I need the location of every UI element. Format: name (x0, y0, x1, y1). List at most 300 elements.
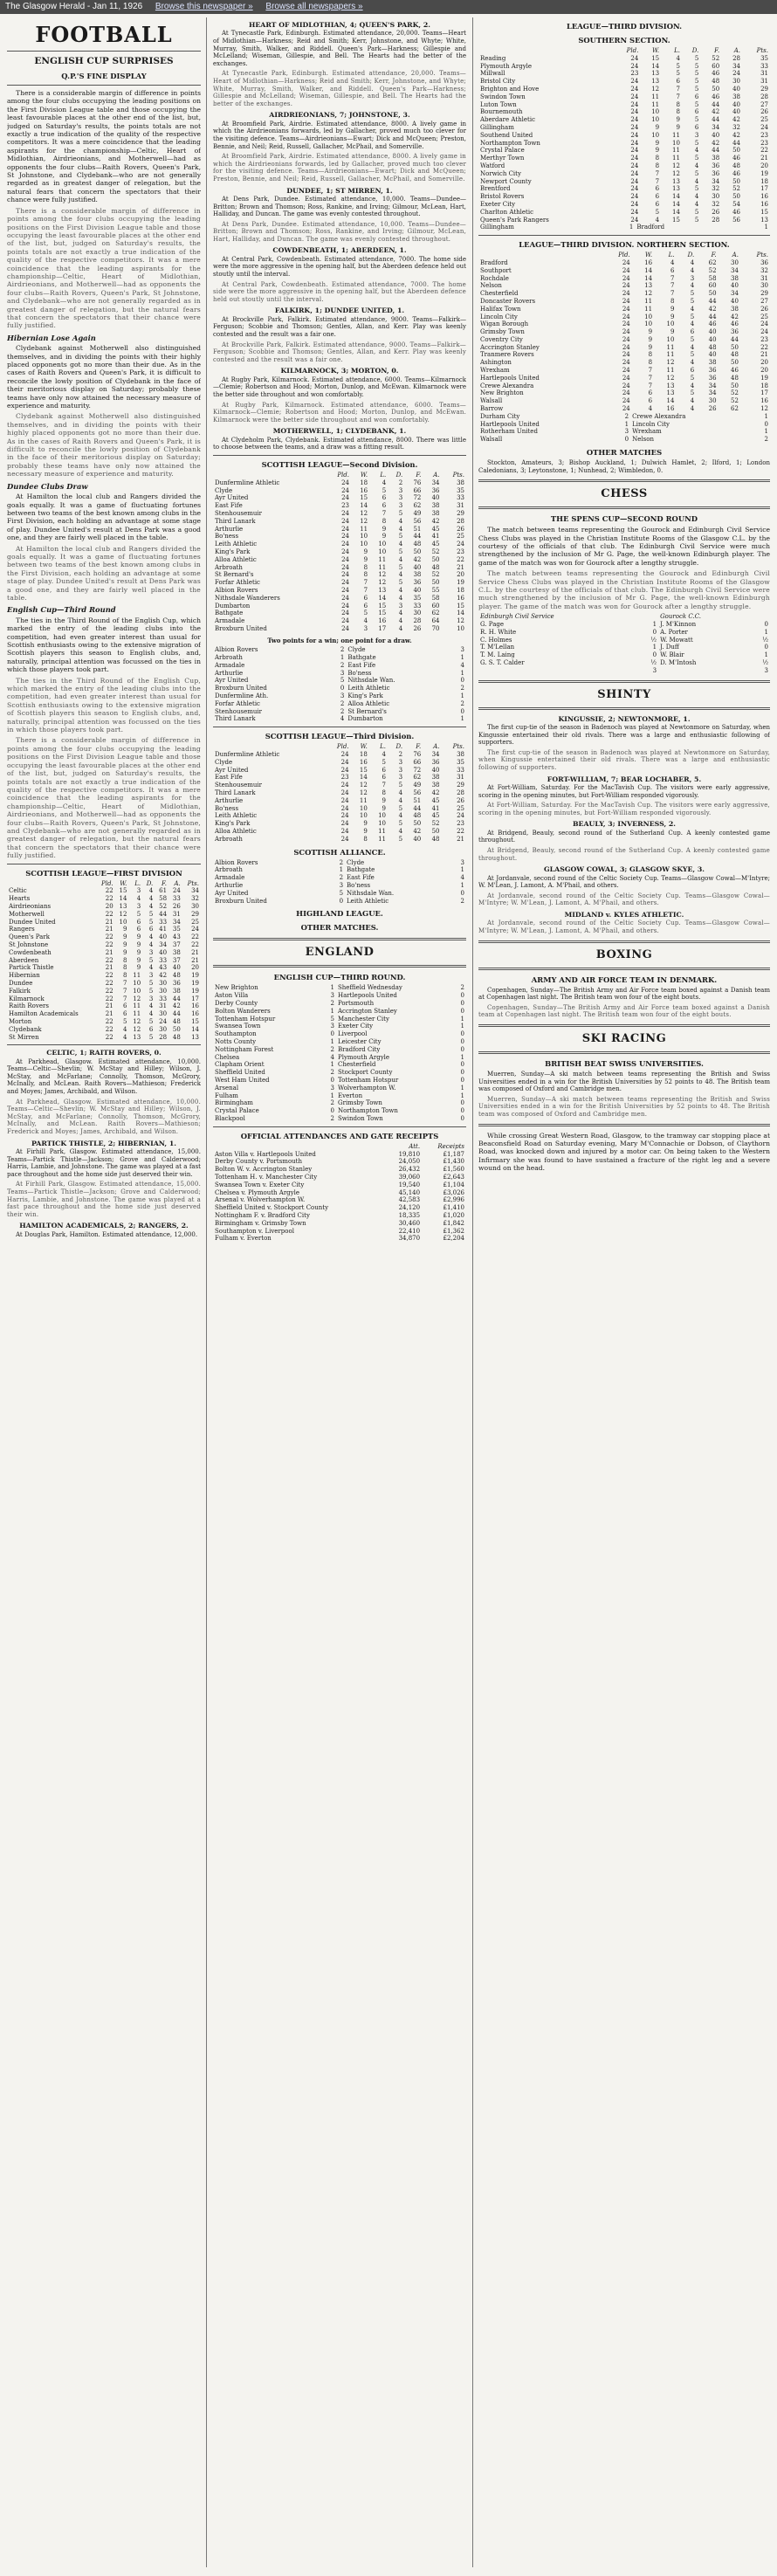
table-cell: 40 (172, 964, 181, 972)
table-cell: Wrexham (632, 428, 662, 436)
table-cell: 22 (105, 1033, 113, 1041)
table-cell: New Brighton (480, 389, 524, 397)
table-cell: 22 (191, 940, 199, 948)
table-cell: Hearts (9, 895, 31, 903)
table-cell: Bo'ness (215, 533, 239, 541)
table-row (478, 659, 770, 667)
table-row (478, 78, 770, 86)
match-report: At Bridgend, Beauly, second round of the Sutherland Cup. A keenly contested game throughout. (478, 829, 770, 844)
table-cell: 21 (105, 1002, 113, 1010)
table-cell: 24 (760, 320, 768, 328)
chess-banner: CHESS (601, 487, 648, 501)
table-cell: 40 (431, 766, 440, 774)
table-cell: 18 (457, 586, 464, 594)
table-cell: 46 (712, 70, 720, 78)
table-cell: 30 (413, 610, 422, 617)
table-cell: Bradford (480, 258, 508, 266)
table-cell: 5 (694, 100, 699, 108)
table-cell: 30 (191, 902, 199, 910)
table-cell: 6 (148, 1025, 154, 1033)
table-cell: 4 (690, 305, 695, 313)
table-cell: 48 (172, 972, 181, 980)
match-report: At Parkhead, Glasgow. Estimated attendance, 10,000. Teams—Celtic—Shevlin; W. McStay and Hilley; Wilson, J. McStay, and McFarlane; Connolly, Thomson, McGrory, McInally, and McLean. Raith Rovers—Mathieson; Frederick and Moyes; James, Archibald, and Wilson. (7, 1057, 201, 1096)
table-cell: 1 (460, 1092, 464, 1099)
table-cell: 5 (122, 1017, 127, 1025)
table-cell: Arbroath (215, 563, 243, 571)
table-cell: 24 (341, 555, 349, 563)
table-cell: 6 (136, 918, 141, 926)
table-row (213, 984, 466, 992)
table-cell: 22,410 (398, 1227, 421, 1235)
table-cell: Wrexham (480, 367, 510, 375)
table-cell: Rotherham United (480, 428, 538, 436)
table-cell: 24 (341, 602, 349, 610)
table-row (213, 890, 466, 898)
table-cell: 9 (655, 147, 660, 155)
table-row (213, 1107, 466, 1115)
table-cell: 5 (398, 579, 403, 587)
table-cell: Aston Villa (215, 992, 249, 1000)
table-cell: 6 (363, 602, 368, 610)
table-cell: 5 (694, 169, 699, 177)
table-cell: 8 (122, 964, 127, 972)
table-row (213, 767, 466, 775)
table-cell: 9 (363, 828, 368, 836)
table-cell: 1 (460, 1084, 464, 1092)
table-cell: 8 (363, 563, 368, 571)
table-cell: 7 (122, 979, 127, 987)
table-cell: 6 (694, 123, 699, 131)
table-cell: 4 (148, 1010, 154, 1018)
table-cell: 24,050 (398, 1158, 421, 1166)
table-cell: Bolton W. v. Accrington Stanley (215, 1166, 313, 1174)
match-heading: HAMILTON ACADEMICALS, 2; RANGERS, 2. (19, 1222, 189, 1230)
table-cell: 44 (732, 139, 740, 147)
table-cell: 36 (413, 579, 422, 587)
table-cell: 16 (359, 758, 368, 766)
table-cell: 32 (191, 895, 199, 903)
table-cell: 10 (378, 541, 387, 548)
table-row (213, 662, 466, 670)
table-cell: 30 (159, 987, 168, 995)
table-row (213, 751, 466, 759)
table-cell: 4 (690, 405, 695, 413)
table-cell: 19 (760, 169, 768, 177)
table-row (213, 502, 466, 510)
table-cell: 15 (760, 208, 768, 216)
column-header: L. (380, 471, 387, 479)
table-row (478, 413, 770, 421)
table-cell: 3 (460, 858, 464, 866)
table-cell: 4 (382, 751, 387, 759)
table-cell: 1 (764, 628, 768, 636)
table-cell: 46 (732, 169, 740, 177)
table-cell: 5 (694, 54, 699, 62)
browse-newspaper-link[interactable]: Browse this newspaper » (155, 2, 253, 11)
table-cell: 62 (413, 774, 422, 782)
table-row (478, 185, 770, 193)
table-row (478, 375, 770, 382)
table-cell: 33 (159, 995, 168, 1002)
table-cell: 0 (339, 897, 344, 905)
table-cell: 34 (708, 389, 717, 397)
table-cell: Bournemouth (480, 108, 523, 116)
table-cell: 11 (666, 343, 675, 351)
match-report: At Central Park, Cowdenbeath. Estimated attendance, 7000. The home side were the more aggressive in the opening half, but the Aberdeen defence held out stoutly until the interval. (213, 280, 466, 303)
table-row (213, 494, 466, 502)
table-cell: Coventry City (480, 335, 523, 343)
table-cell: 4 (136, 895, 141, 903)
browse-all-link[interactable]: Browse all newspapers » (265, 2, 363, 11)
table-cell: 38 (172, 987, 181, 995)
table-cell: 4 (694, 177, 699, 185)
table-cell: 0 (460, 1007, 464, 1015)
table-cell: 50 (732, 193, 740, 201)
table-cell: 50 (431, 579, 440, 587)
table-cell: 4 (148, 964, 154, 972)
table-cell: Bristol City (480, 78, 516, 86)
match-report: At Tynecastle Park, Edinburgh. Estimated attendance, 20,000. Teams—Heart of Midlothian—Harkness; Reid and Smith; Kerr, Johnstone, and Whyte; White, Murray, Smith, Walker, and Riddell. Queen's Park—Harkness; Gillespie and McLelland; Wiseman, Gillespie, and Bell. The Hearts had the better of the exchanges. (213, 70, 466, 107)
table-cell: Dundee (9, 979, 33, 987)
table-cell: 9 (382, 796, 387, 804)
table-cell: 48 (731, 374, 739, 382)
table-cell: 26,432 (398, 1166, 421, 1174)
section-heading: BRITISH BEAT SWISS UNIVERSITIES. (545, 1058, 704, 1068)
article-paragraph: Stockton, Amateurs, 3; Bishop Auckland, 1; Dulwich Hamlet, 2; Ilford, 1; London Caledonians, 3; Leytonstone, 1; Nunhead, 2; Wimbledon, 0. (478, 459, 770, 474)
table-cell: East Fife (215, 502, 243, 510)
table-cell: Swindon Town (480, 93, 526, 100)
table-cell: 1 (764, 224, 768, 231)
table-cell: 24 (622, 359, 630, 367)
table-cell: 1 (460, 866, 464, 874)
table-cell: 40 (413, 563, 422, 571)
match-heading: AIRDRIEONIANS, 7; JOHNSTONE, 3. (269, 111, 410, 120)
table-cell: 24 (341, 525, 349, 533)
table-cell: 33 (413, 602, 422, 610)
table-cell: Rochdale (480, 274, 509, 282)
column-header: Receipts (437, 1142, 464, 1150)
results-table (213, 646, 466, 723)
table-cell: 0 (764, 621, 768, 629)
table-cell: 11 (133, 1002, 141, 1010)
table-cell: 26 (760, 108, 768, 116)
table-cell: 27 (760, 297, 768, 305)
table-cell: 22 (105, 1025, 113, 1033)
table-cell: 7 (670, 274, 675, 282)
table-cell: 33 (457, 766, 464, 774)
table-cell: 24 (630, 123, 639, 131)
table-cell: 2 (398, 479, 403, 486)
table-cell: 8 (382, 517, 387, 525)
table-cell: 10 (119, 918, 127, 926)
table-cell: Accrington Stanley (480, 343, 540, 351)
table-cell: 6 (382, 494, 387, 502)
table-cell: 6 (382, 774, 387, 782)
table-cell: 9 (122, 940, 127, 948)
section-heading: Hibernian Lose Again (7, 333, 96, 342)
table-cell: 24 (622, 282, 630, 290)
table-cell: 50 (731, 359, 739, 367)
table-cell: 5 (330, 1015, 334, 1023)
section-masthead: FOOTBALL (35, 22, 173, 47)
table-cell: 4 (398, 541, 403, 548)
table-cell: 4 (148, 887, 154, 895)
table-row (7, 1034, 201, 1042)
table-cell: 20 (760, 367, 768, 375)
table-cell: 45 (431, 812, 440, 820)
table-row (213, 1235, 466, 1243)
table-row (213, 603, 466, 610)
table-cell: Stockport County (338, 1069, 393, 1077)
points-note: Two points for a win; one point for a draw. (267, 636, 412, 644)
table-cell: 14 (644, 266, 653, 274)
table-cell: 24 (159, 1017, 168, 1025)
table-cell: Crewe Alexandra (632, 412, 686, 420)
table-cell: 44 (712, 100, 720, 108)
table-cell: 43 (159, 964, 168, 972)
table-cell: £2,643 (443, 1173, 464, 1181)
table-cell: 48 (413, 541, 422, 548)
table-cell: 31 (172, 910, 181, 918)
table-cell: 44 (172, 995, 181, 1002)
table-cell: 21 (760, 351, 768, 359)
table-row (213, 1008, 466, 1016)
table-cell: 21 (760, 155, 768, 162)
table-cell: Nithsdale Wanderers (215, 594, 280, 602)
table-cell: 16 (760, 200, 768, 208)
table-cell: Plymouth Argyle (480, 62, 533, 70)
table-cell: 9 (136, 964, 141, 972)
table-cell: 12 (359, 789, 368, 797)
table-cell: 22 (457, 828, 464, 836)
column-header: F. (714, 47, 720, 54)
table-cell: 5 (676, 62, 680, 70)
table-cell: 50 (732, 147, 740, 155)
table-cell: 24 (622, 374, 630, 382)
table-cell: 34 (708, 382, 717, 389)
results-table (213, 859, 466, 906)
table-cell: 17 (760, 185, 768, 193)
table-cell: 26 (760, 305, 768, 313)
table-row (478, 70, 770, 78)
table-cell: 24 (457, 812, 464, 820)
table-cell: Sheffield United (215, 1069, 265, 1077)
table-cell: 0 (460, 1037, 464, 1045)
table-cell: Accrington Stanley (338, 1007, 397, 1015)
table-cell: 24 (630, 139, 639, 147)
table-cell: 10 (378, 812, 387, 820)
table-cell: 72 (413, 494, 422, 502)
table-cell: Third Lanark (215, 517, 256, 525)
table-cell: £1,020 (443, 1211, 464, 1219)
match-report: At Jordanvale, second round of the Celtic Society Cup. Teams—Glasgow Cowal—M'Intyre; W. M'Lean, J. Lamont, A. M'Phail, and others. (478, 874, 770, 890)
table-cell: 1 (460, 1053, 464, 1061)
table-cell: 5 (694, 78, 699, 86)
column-header: L. (674, 47, 680, 54)
table-cell: 7 (648, 367, 653, 375)
table-cell: 24 (630, 169, 639, 177)
table-cell: Broxburn United (215, 685, 267, 692)
table-cell: 44 (712, 147, 720, 155)
table-cell: 38 (172, 948, 181, 956)
table-row (213, 617, 466, 625)
table-cell: Swansea Town (215, 1023, 261, 1030)
table-cell: 1 (460, 1023, 464, 1030)
table-cell: 4 (670, 258, 675, 266)
table-cell: 9 (382, 804, 387, 812)
article-paragraph: Copenhagen, Sunday—The British Army and Air Force team boxed against a Danish team at Copenhagen last night. The British team won four of the eight bouts. (478, 1003, 770, 1019)
table-cell: 6 (382, 502, 387, 510)
table-cell: 3 (624, 428, 629, 436)
table-cell: 15 (360, 494, 368, 502)
table-cell: 7 (648, 382, 653, 389)
column-3 (478, 17, 770, 2567)
southern-section-table (478, 47, 770, 224)
table-cell: 9 (363, 555, 368, 563)
table-cell: New Brighton (215, 984, 258, 992)
league-table-third-division (213, 743, 466, 843)
table-cell: G. S. T. Calder (480, 659, 525, 667)
match-report: At Dens Park, Dundee. Estimated attendance, 10,000. Teams—Dundee—Britton; Brown and Thomson; Ross, Rankine, and Irving; Gilmour, McLean, Hart, Halliday, and Duncan. The game was evenly contested throughout. (213, 220, 466, 243)
table-cell: 0 (330, 1030, 334, 1038)
table-cell: Arbroath (215, 835, 243, 843)
table-cell: 4 (148, 1002, 154, 1010)
table-cell: 52 (712, 54, 720, 62)
table-cell: W. Blair (660, 651, 684, 659)
table-cell: 2 (340, 707, 345, 715)
table-cell: 1 (330, 984, 334, 992)
table-cell: 3 (339, 882, 344, 890)
article-paragraph: The match between teams representing the Gourock and Edinburgh Civil Service Chess Clubs was played in the Christian Institute Rooms of the Glasgow C.L. by the courtesy of the officials of that club. The Edinburgh Civil Service were much strengthened by the inclusion of Mr G. Page, the well-known Edinburgh player. The game of the match was won for Gourock after a lengthy struggle. (478, 526, 770, 567)
table-cell: Ayr United (215, 677, 249, 685)
table-cell: 0 (330, 1076, 334, 1084)
table-cell: Birmingham (215, 1099, 253, 1107)
table-cell: 2 (330, 1099, 334, 1107)
table-cell: 24 (622, 367, 630, 375)
table-cell: 9 (655, 123, 660, 131)
table-cell: East Fife (215, 774, 243, 782)
table-cell: 24 (172, 887, 181, 895)
table-cell: 1 (624, 420, 629, 428)
table-cell: 1 (764, 651, 768, 659)
match-heading: GLASGOW COWAL, 3; GLASGOW SKYE, 3. (544, 865, 705, 874)
table-cell: 14 (672, 200, 680, 208)
table-cell: 13 (666, 389, 675, 397)
match-report: At Clydeholm Park, Clydebank. Estimated attendance, 8000. There was little to choose between the teams, and a draw was a fitting result. (213, 436, 466, 451)
table-cell: 42 (731, 313, 739, 320)
table-cell: 7 (382, 509, 387, 517)
table-cell: 5 (398, 548, 403, 555)
table-cell: Walsall (480, 397, 503, 405)
table-cell: 6 (694, 108, 699, 116)
table-cell: 25 (191, 918, 199, 926)
table-cell: 38 (457, 479, 464, 486)
table-cell: 11 (133, 972, 141, 980)
table-cell: 8 (676, 108, 680, 116)
table-cell: 24 (630, 85, 639, 93)
table-cell: 30 (731, 258, 739, 266)
table-cell: Norwich City (480, 169, 521, 177)
table-cell: 24 (622, 274, 630, 282)
table-cell: 11 (651, 100, 660, 108)
table-cell: Third Lanark (215, 715, 256, 723)
article-paragraph: At Hamilton the local club and Rangers divided the goals equally. It was a game of fluctuating fortunes between two teams of the best known among clubs in the First Division, each holding an advantage at some stage of play. Dundee United's result at Dens Park was a good one, and they are fairly well placed in the table. (7, 492, 201, 542)
table-cell: Partick Thistle (9, 964, 54, 972)
table-cell: 24 (622, 397, 630, 405)
table-cell: 1 (652, 621, 657, 629)
table-cell: 8 (382, 789, 387, 797)
table-row (213, 797, 466, 805)
table-cell: 24 (341, 563, 349, 571)
table-cell: 4 (398, 812, 403, 820)
table-cell: Leith Athletic (215, 541, 258, 548)
table-cell: 24 (341, 517, 349, 525)
table-cell: 11 (666, 351, 675, 359)
table-cell: 4 (655, 216, 660, 224)
table-row (7, 933, 201, 941)
table-cell: 30 (760, 282, 768, 290)
table-cell: 24 (630, 147, 639, 155)
table-cell: Arbroath (215, 654, 243, 662)
table-cell: 35 (172, 926, 181, 933)
table-cell: Doncaster Rovers (480, 297, 536, 305)
table-cell: 38 (731, 305, 739, 313)
table-cell: 6 (694, 93, 699, 100)
table-row (7, 903, 201, 911)
table-cell: 11 (378, 835, 387, 843)
table-row (213, 556, 466, 564)
table-cell: 36 (708, 367, 717, 375)
table-cell: 5 (690, 351, 695, 359)
table-cell: Nottingham Forest (215, 1045, 274, 1053)
table-cell: 60 (712, 62, 720, 70)
table-cell: 23 (760, 139, 768, 147)
match-report: At Fort-William, Saturday. For the MacTavish Cup. The visitors were early aggressive, scoring in the opening minutes, but Fort-William responded vigorously. (478, 802, 770, 816)
table-row (213, 625, 466, 633)
match-heading: FALKIRK, 1; DUNDEE UNITED, 1. (274, 307, 405, 315)
table-cell: 24 (622, 382, 630, 389)
table-cell: 24 (340, 758, 349, 766)
table-cell: 7 (655, 169, 660, 177)
table-row (7, 941, 201, 949)
table-row (213, 1085, 466, 1092)
table-row (213, 692, 466, 700)
table-cell: £3,026 (443, 1188, 464, 1196)
table-cell: 8 (670, 297, 675, 305)
table-cell: 51 (413, 796, 422, 804)
table-cell: 48 (731, 351, 739, 359)
column-header: Pld. (101, 879, 113, 887)
table-cell: 0 (460, 1045, 464, 1053)
table-cell: 15 (378, 610, 387, 617)
table-cell: 50 (731, 382, 739, 389)
column-header: Att. (409, 1142, 421, 1150)
table-cell: 22 (191, 933, 199, 941)
table-row (213, 610, 466, 617)
table-row (478, 389, 770, 397)
table-row (213, 533, 466, 541)
table-cell: 24 (622, 320, 630, 328)
table-cell: 3 (764, 666, 768, 674)
table-cell: 22 (105, 956, 113, 964)
league-table-title: SCOTTISH LEAGUE—FIRST DIVISION (25, 868, 182, 878)
table-cell: 4 (690, 343, 695, 351)
table-cell: 34 (732, 62, 740, 70)
table-cell: 24 (630, 193, 639, 201)
column-rule (472, 17, 473, 2567)
table-cell: 19 (457, 579, 464, 587)
table-cell: Armadale (215, 874, 245, 882)
